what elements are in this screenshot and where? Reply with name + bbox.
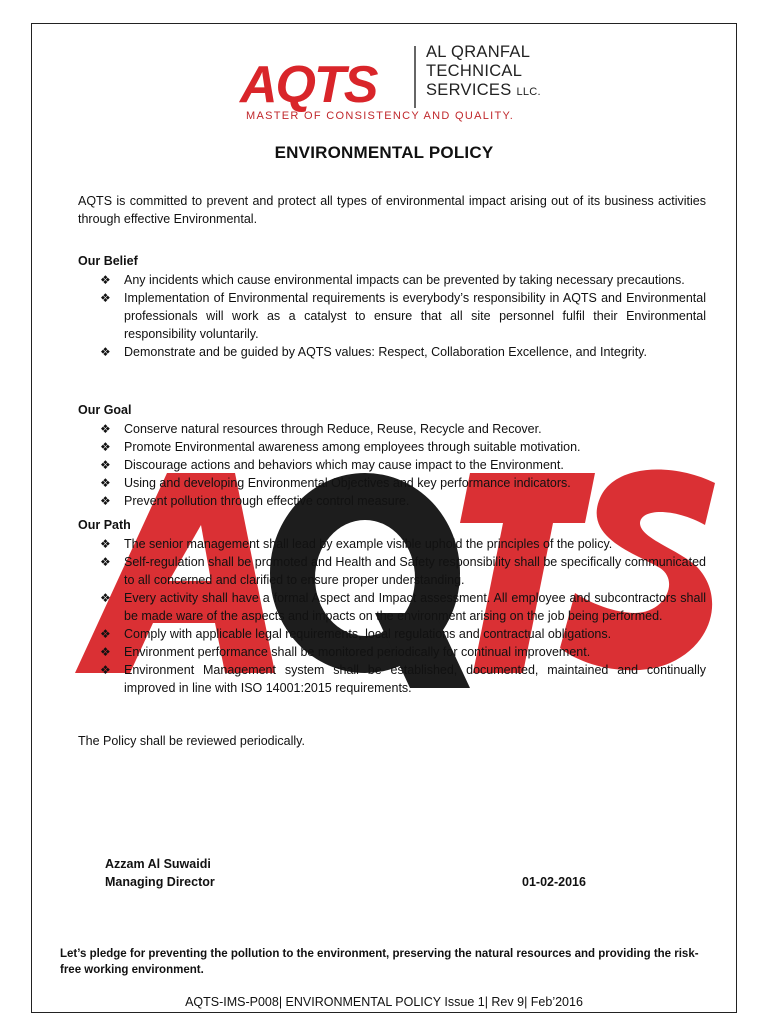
company-llc: LLC. xyxy=(516,86,541,98)
list-item: ❖ The senior management shall lead by example visible uphold the principles of the policy. xyxy=(100,537,613,551)
bullet-icon: ❖ xyxy=(100,627,111,641)
signatory-role: Managing Director xyxy=(105,875,215,889)
bullet-icon: ❖ xyxy=(100,273,111,287)
list-item: ❖ Promote Environmental awareness among employees through suitable motivation. xyxy=(100,440,581,454)
bullet-icon: ❖ xyxy=(100,663,111,677)
section-heading-goal: Our Goal xyxy=(78,403,132,417)
list-item: ❖ Any incidents which cause environmental impacts can be prevented by taking necessary precautions. xyxy=(100,273,685,287)
list-item: ❖ Prevent pollution through effective control measure. xyxy=(100,494,410,508)
signature-date: 01-02-2016 xyxy=(522,875,586,889)
bullet-icon: ❖ xyxy=(100,291,111,305)
list-item: ❖ Every activity shall have a formal Aspect and Impact assessment. All employee and subcontractors shall be made ware of the aspects and impacts on the environment arising on the job being performed. xyxy=(100,591,706,623)
bullet-icon: ❖ xyxy=(100,537,111,551)
review-statement: The Policy shall be reviewed periodically. xyxy=(78,734,305,748)
company-name-line3: SERVICES LLC. xyxy=(426,81,541,99)
list-item: ❖ Using and developing Environmental Objectives and key performance indicators. xyxy=(100,476,571,490)
bullet-icon: ❖ xyxy=(100,422,111,436)
logo-divider xyxy=(414,46,416,108)
bullet-icon: ❖ xyxy=(100,645,111,659)
path-list xyxy=(100,535,706,697)
list-item: ❖ Implementation of Environmental requirements is everybody’s responsibility in AQTS and Environmental professionals will work as a catalyst to ensure that all site personnel fulfil their Environmental responsibility voluntarily. xyxy=(100,291,706,341)
document-footer: AQTS-IMS-P008| ENVIRONMENTAL POLICY Issue 1| Rev 9| Feb’2016 xyxy=(185,995,583,1009)
list-item: ❖ Discourage actions and behaviors which may cause impact to the Environment. xyxy=(100,458,564,472)
list-item: ❖ Conserve natural resources through Reduce, Reuse, Recycle and Recover. xyxy=(100,422,542,436)
company-name-line2: TECHNICAL xyxy=(426,62,523,80)
intro-paragraph: AQTS is committed to prevent and protect all types of environmental impact arising out of its business activities through effective Environmental. xyxy=(78,194,706,226)
company-name xyxy=(426,43,541,102)
list-item: ❖ Environment performance shall be monitored periodically for continual improvement. xyxy=(100,645,591,659)
list-item: ❖ Self-regulation shall be promoted and Health and Safety responsibility shall be specifically communicated to all concerned and clarified to ensure proper understanding. xyxy=(100,555,706,587)
signatory-name: Azzam Al Suwaidi xyxy=(105,857,211,871)
bullet-icon: ❖ xyxy=(100,345,111,359)
page-title: ENVIRONMENTAL POLICY xyxy=(274,143,494,162)
section-heading-belief: Our Belief xyxy=(78,254,138,268)
company-tagline: MASTER OF CONSISTENCY AND QUALITY. xyxy=(246,110,515,122)
list-item: ❖ Comply with applicable legal requirements, local regulations and contractual obligations. xyxy=(100,627,612,641)
list-item: ❖ Demonstrate and be guided by AQTS values: Respect, Collaboration Excellence, and Integrity. xyxy=(100,345,647,359)
bullet-icon: ❖ xyxy=(100,494,111,508)
belief-list xyxy=(100,271,706,361)
logo-mark-text: AQTS xyxy=(240,56,377,114)
bullet-icon: ❖ xyxy=(100,476,111,490)
company-logo xyxy=(218,38,550,144)
goal-list xyxy=(100,420,706,510)
company-name-line1: AL QRANFAL xyxy=(426,43,531,61)
bullet-icon: ❖ xyxy=(100,555,111,569)
section-heading-path: Our Path xyxy=(78,518,131,532)
list-item: ❖ Environment Management system shall be established, documented, maintained and continually improved in line with ISO 14001:2015 requirements. xyxy=(100,663,706,695)
aqts-logo-mark xyxy=(238,52,406,114)
bullet-icon: ❖ xyxy=(100,440,111,454)
bullet-icon: ❖ xyxy=(100,458,111,472)
pledge-statement: Let’s pledge for preventing the pollution to the environment, preserving the natural resources and providing the risk-free working environment. xyxy=(60,948,699,976)
bullet-icon: ❖ xyxy=(100,591,111,605)
